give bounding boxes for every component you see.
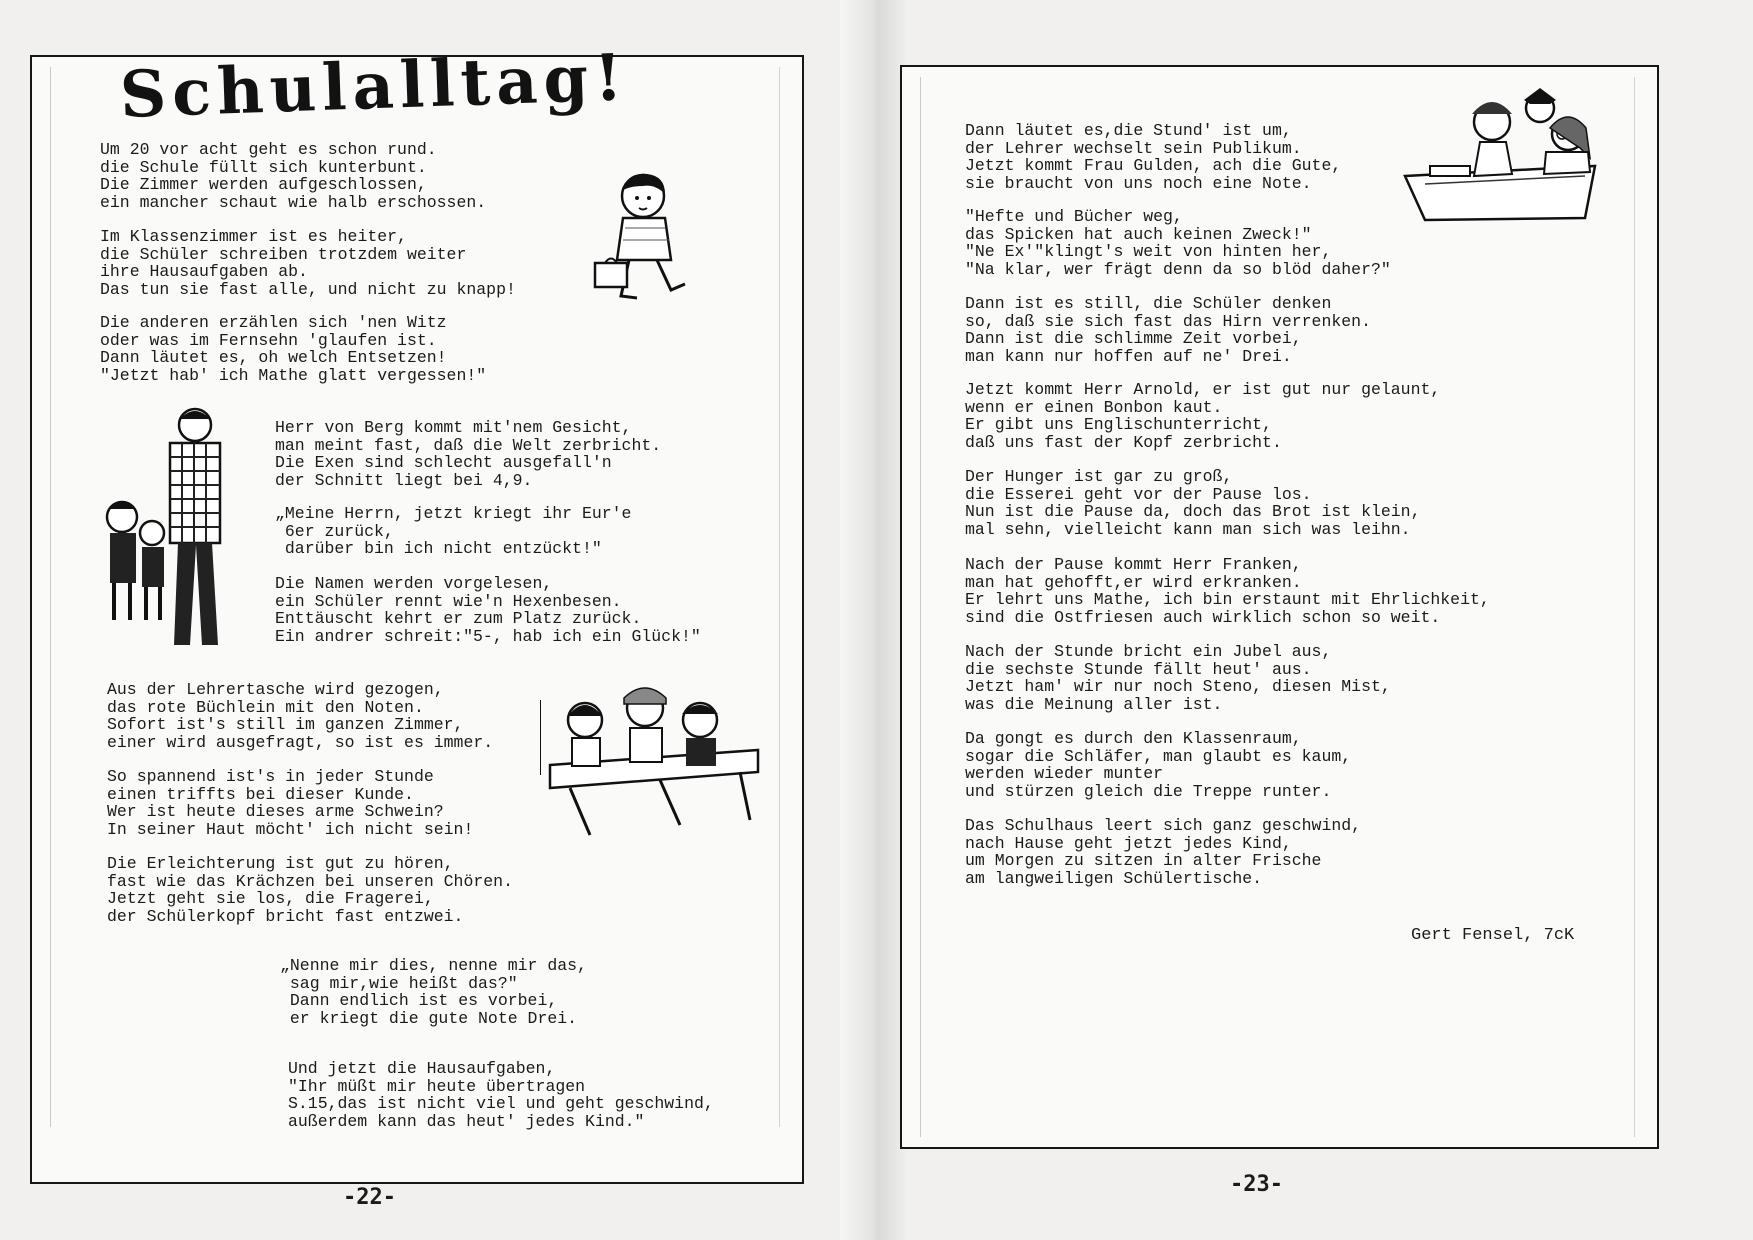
verse-line: Nach der Pause kommt Herr Franken,: [965, 555, 1302, 574]
verse-line: Jetzt ham' wir nur noch Steno, diesen Mist,: [965, 677, 1391, 696]
verse-line: 6er zurück,: [275, 521, 394, 541]
verse-line: Das tun sie fast alle, und nicht zu knapp!: [100, 279, 516, 299]
verse-line: um Morgen zu sitzen in alter Frische: [965, 851, 1322, 870]
verse-line: Ein andrer schreit:"5-, hab ich ein Glück!": [275, 626, 701, 646]
verse-line: nach Hause geht jetzt jedes Kind,: [965, 833, 1292, 853]
verse-line: man meint fast, daß die Welt zerbricht.: [275, 435, 662, 455]
verse-line: Dann ist es still, die Schüler denken: [965, 294, 1332, 313]
verse-line: die Esserei geht vor der Pause los.: [965, 484, 1312, 504]
left-stanza-4: [275, 419, 661, 489]
left-stanza-7: [107, 681, 493, 751]
verse-line: die Schüler schreiben trotzdem weiter: [100, 244, 467, 264]
left-stanza-6: [275, 575, 701, 645]
verse-line: S.15,das ist nicht viel und geht geschwind,: [288, 1094, 714, 1113]
verse-line: Der Hunger ist gar zu groß,: [965, 467, 1233, 486]
verse-line: Wer ist heute dieses arme Schwein?: [107, 802, 444, 821]
right-stanza-3: [965, 295, 1371, 365]
right-stanza-7: [965, 643, 1391, 713]
verse-line: außerdem kann das heut' jedes Kind.": [288, 1111, 645, 1131]
verse-line: Dann endlich ist es vorbei,: [280, 991, 558, 1010]
verse-line: wenn er einen Bonbon kaut.: [965, 397, 1223, 417]
right-stanza-8: [965, 730, 1351, 800]
verse-line: der Schnitt liegt bei 4,9.: [275, 470, 533, 490]
verse-line: die Schule füllt sich kunterbunt.: [100, 157, 427, 177]
verse-line: „Meine Herrn, jetzt kriegt ihr Eur'e: [275, 504, 632, 523]
verse-line: man hat gehofft,er wird erkranken.: [965, 572, 1302, 592]
verse-line: sie braucht von uns noch eine Note.: [965, 173, 1312, 193]
right-stanza-2: [965, 208, 1391, 278]
verse-line: Nach der Stunde bricht ein Jubel aus,: [965, 642, 1332, 661]
verse-line: "Hefte und Bücher weg,: [965, 207, 1183, 226]
verse-line: Dann läutet es,die Stund' ist um,: [965, 121, 1292, 140]
verse-line: darüber bin ich nicht entzückt!": [275, 539, 602, 558]
poem-title: Schulalltag!: [118, 40, 630, 133]
students-at-desk-illustration: [1400, 88, 1600, 223]
verse-line: Nun ist die Pause da, doch das Brot ist klein,: [965, 502, 1421, 521]
verse-line: der Lehrer wechselt sein Publikum.: [965, 138, 1302, 158]
verse-line: oder was im Fernsehn 'glaufen ist.: [100, 330, 437, 350]
verse-line: ihre Hausaufgaben ab.: [100, 262, 308, 281]
verse-line: "Ihr müßt mir heute übertragen: [288, 1076, 586, 1096]
teacher-with-children-illustration: [100, 405, 270, 655]
verse-line: was die Meinung aller ist.: [965, 694, 1223, 714]
left-stanza-9: [107, 855, 513, 925]
verse-line: Aus der Lehrertasche wird gezogen,: [107, 680, 444, 699]
verse-line: so, daß sie sich fast das Hirn verrenken.: [965, 311, 1371, 331]
verse-line: einen triffts bei dieser Kunde.: [107, 784, 414, 804]
verse-line: Die Namen werden vorgelesen,: [275, 574, 553, 593]
children-on-bench-illustration: [540, 680, 775, 840]
verse-line: sogar die Schläfer, man glaubt es kaum,: [965, 746, 1352, 766]
verse-line: "Na klar, wer frägt denn da so blöd daher?": [965, 259, 1391, 279]
verse-line: daß uns fast der Kopf zerbricht.: [965, 432, 1282, 452]
verse-line: Dann läutet es, oh welch Entsetzen!: [100, 348, 447, 367]
boy-with-satchel-illustration: [585, 168, 705, 313]
verse-line: Jetzt kommt Herr Arnold, er ist gut nur gelaunt,: [965, 380, 1441, 399]
verse-line: „Nenne mir dies, nenne mir das,: [280, 956, 587, 975]
verse-line: werden wieder munter: [965, 764, 1164, 783]
verse-line: sind die Ostfriesen auch wirklich schon so weit.: [965, 607, 1441, 627]
right-stanza-1: [965, 122, 1341, 192]
right-stanza-6: [965, 556, 1490, 626]
right-stanza-5: [965, 468, 1420, 538]
left-page-number: -22-: [343, 1185, 396, 1210]
verse-line: und stürzen gleich die Treppe runter.: [965, 781, 1332, 801]
left-stanza-10: [280, 957, 587, 1027]
verse-line: Die Erleichterung ist gut zu hören,: [107, 854, 454, 873]
verse-line: Im Klassenzimmer ist es heiter,: [100, 227, 407, 246]
left-stanza-2: [100, 228, 516, 298]
left-stanza-3: [100, 314, 486, 384]
verse-line: Er gibt uns Englischunterricht,: [965, 415, 1272, 434]
verse-line: Da gongt es durch den Klassenraum,: [965, 729, 1302, 748]
right-stanza-4: [965, 381, 1440, 451]
verse-line: So spannend ist's in jeder Stunde: [107, 767, 434, 786]
verse-line: sag mir,wie heißt das?": [280, 973, 518, 993]
left-stanza-1: [100, 141, 486, 211]
verse-line: Und jetzt die Hausaufgaben,: [288, 1059, 556, 1078]
verse-line: einer wird ausgefragt, so ist es immer.: [107, 732, 494, 752]
verse-line: mal sehn, vielleicht kann man sich was leihn.: [965, 519, 1411, 539]
verse-line: er kriegt die gute Note Drei.: [280, 1008, 578, 1028]
verse-line: "Ne Ex'"klingt's weit von hinten her,: [965, 242, 1332, 261]
verse-line: ein mancher schaut wie halb erschossen.: [100, 192, 487, 212]
verse-line: Das Schulhaus leert sich ganz geschwind,: [965, 816, 1362, 835]
verse-line: der Schülerkopf bricht fast entzwei.: [107, 906, 464, 926]
verse-line: Er lehrt uns Mathe, ich bin erstaunt mit Ehrlichkeit,: [965, 590, 1490, 609]
verse-line: ein Schüler rennt wie'n Hexenbesen.: [275, 591, 622, 611]
verse-line: Jetzt kommt Frau Gulden, ach die Gute,: [965, 156, 1342, 175]
verse-line: die sechste Stunde fällt heut' aus.: [965, 659, 1312, 679]
verse-line: Jetzt geht sie los, die Fragerei,: [107, 889, 434, 908]
verse-line: man kann nur hoffen auf ne' Drei.: [965, 346, 1292, 366]
right-page-number: -23-: [1230, 1172, 1283, 1197]
verse-line: am langweiligen Schülertische.: [965, 868, 1263, 888]
verse-line: Sofort ist's still im ganzen Zimmer,: [107, 715, 464, 734]
verse-line: Die anderen erzählen sich 'nen Witz: [100, 313, 447, 332]
verse-line: "Jetzt hab' ich Mathe glatt vergessen!": [100, 365, 487, 385]
verse-line: Die Exen sind schlecht ausgefall'n: [275, 453, 612, 472]
verse-line: Dann ist die schlimme Zeit vorbei,: [965, 329, 1302, 348]
verse-line: fast wie das Krächzen bei unseren Chören.: [107, 871, 513, 891]
verse-line: das rote Büchlein mit den Noten.: [107, 697, 424, 717]
left-stanza-8: [107, 768, 473, 838]
left-stanza-5: [275, 505, 631, 558]
verse-line: In seiner Haut möcht' ich nicht sein!: [107, 819, 474, 839]
verse-line: Enttäuscht kehrt er zum Platz zurück.: [275, 609, 642, 628]
verse-line: das Spicken hat auch keinen Zweck!": [965, 224, 1312, 244]
verse-line: Die Zimmer werden aufgeschlossen,: [100, 175, 427, 194]
left-stanza-11: [288, 1060, 714, 1130]
right-stanza-9: [965, 817, 1361, 887]
author-signature: Gert Fensel, 7cK: [1411, 926, 1575, 945]
verse-line: Herr von Berg kommt mit'nem Gesicht,: [275, 418, 632, 437]
verse-line: Um 20 vor acht geht es schon rund.: [100, 140, 437, 159]
